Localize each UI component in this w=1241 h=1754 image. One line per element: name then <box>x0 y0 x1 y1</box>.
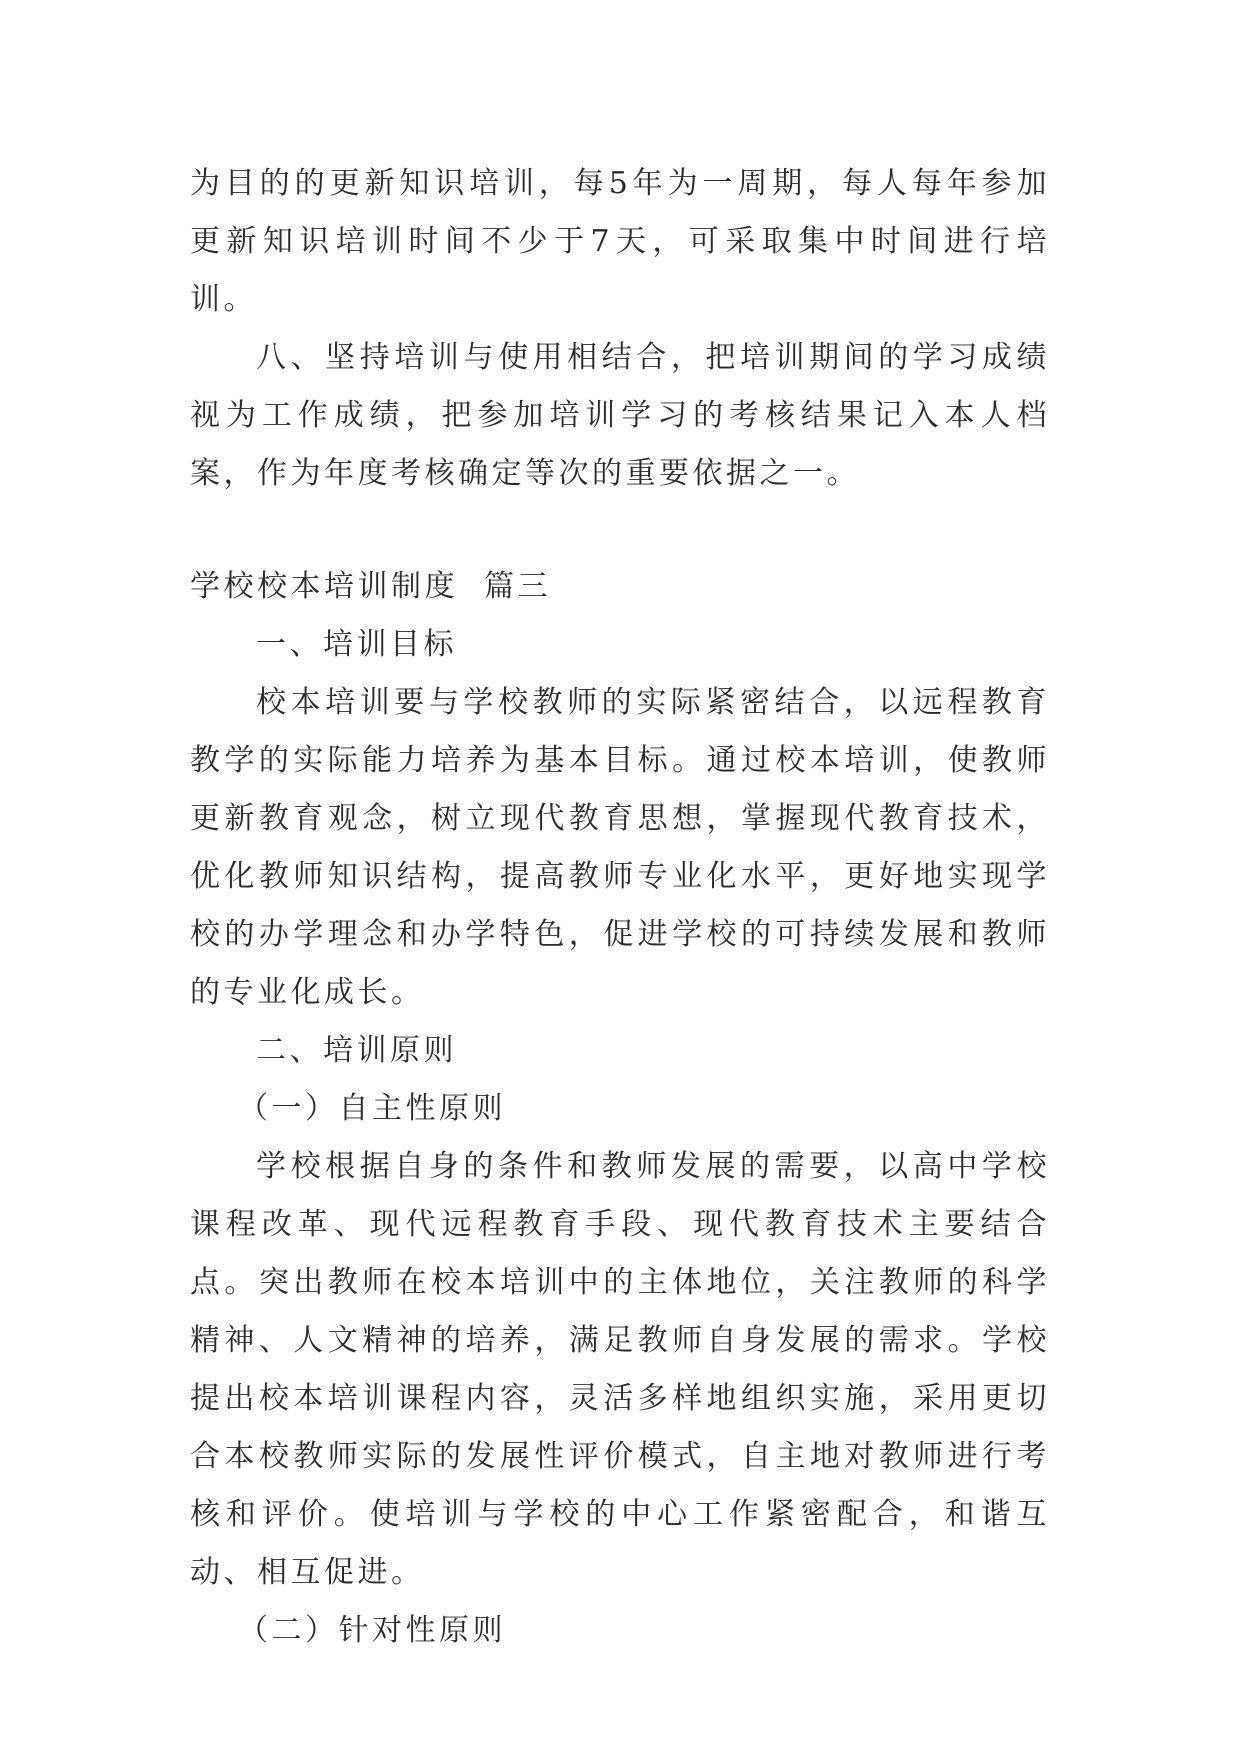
section-title: 学校校本培训制度 篇三 <box>190 569 552 604</box>
heading-training-principles: 二、培训原则 <box>256 1033 457 1068</box>
paragraph-autonomy-principle: 学校根据自身的条件和教师发展的需要，以高中学校课程改革、现代远程教育手段、现代教育技术主要结合点。突出教师在校本培训中的主体地位，关注教师的科学精神、人文精神的培养，满足教师自身发展的需求。学校提出校本培训课程内容，灵活多样地组织实施，采用更切合本校教师实际的发展性评价模式，自主地对教师进行考核和评价。使培训与学校的中心工作紧密配合，和谐互动、相互促进。 <box>190 1149 1050 1590</box>
subheading-targeted-principle: （二）针对性原则 <box>238 1613 506 1648</box>
paragraph-continuation: 为目的的更新知识培训，每5年为一周期，每人每年参加更新知识培训时间不少于7天，可采取集中时间进行培训。 <box>190 166 1050 317</box>
paragraph-item-eight: 八、坚持培训与使用相结合，把培训期间的学习成绩视为工作成绩，把参加培训学习的考核结果记入本人档案，作为年度考核确定等次的重要依据之一。 <box>190 340 1050 491</box>
section-gap <box>190 503 1050 558</box>
heading-training-goals: 一、培训目标 <box>256 627 457 662</box>
document-body <box>190 155 1050 1660</box>
subheading-autonomy-principle: （一）自主性原则 <box>238 1091 506 1126</box>
paragraph-training-goals: 校本培训要与学校教师的实际紧密结合，以远程教育教学的实际能力培养为基本目标。通过校本培训，使教师更新教育观念，树立现代教育思想，掌握现代教育技术，优化教师知识结构，提高教师专业化水平，更好地实现学校的办学理念和办学特色，促进学校的可持续发展和教师的专业化成长。 <box>190 685 1050 1010</box>
